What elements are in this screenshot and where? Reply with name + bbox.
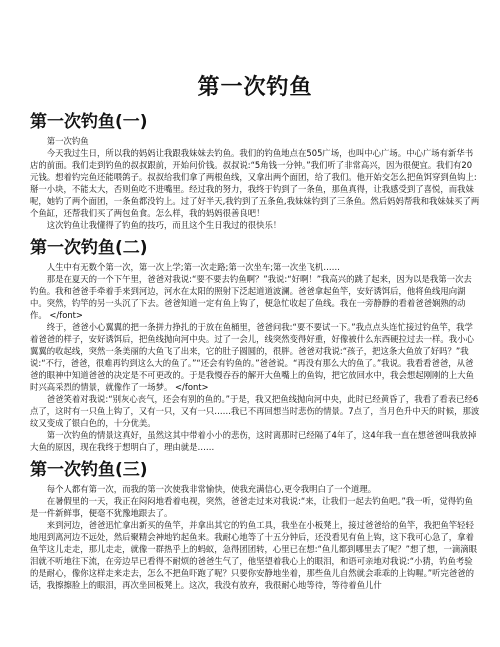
paragraph: 那是在夏天的一个下午里，爸爸对我说:“要不要去钓鱼啊？”我说:“好啊！”我高兴的跳了起来，因为以是我第一次去钓鱼。我和爸爸手牵着手来到河边，河水在太阳的照射下泛起道道波澜。爸爸拿起鱼竿，安好诱饵后，他将鱼线甩向湖中。突然，钓竿的另一头沉了下去。爸爸知道一定有鱼上钩了，便急忙收起了鱼线。我在一旁静静的看着爸爸娴熟的动作。 </font>	[30, 274, 472, 320]
section-heading: 第一次钓鱼(二)	[30, 238, 148, 258]
paragraph: 终于，爸爸小心翼翼的把一条拼力挣扎的于放在鱼桶里，爸爸问我:“要不要试一下。”我点点头连忙接过钓鱼竿，我学着爸爸的样子，安好诱饵后，把鱼线抛向河中央。过了一会儿，线突然变得好重，好像被什么东西硬拉过去一样。我小心翼翼的收起线，突然一条美丽的大鱼飞了出来，它的肚子圆圆的，很胖。爸爸对我说:“孩子，把这条大鱼放了好吗？”我说:“不行，爸爸，很难再钓到这么大的鱼了。”“还会有钓鱼的。”爸爸说。“再没有那么大的鱼了。”我说。我看看爸爸，从爸爸的眼神中知道爸爸的决定是不可更改的。于是我慢吞吞的解开大鱼嘴上的鱼钩，把它放回水中，我会想起刚刚的上大鱼时兴高采烈的情景，就像作了一场梦。 </font>	[30, 322, 474, 392]
section-2	[30, 233, 480, 453]
paragraph: 在暑假里的一天，我正在闷闷地看着电视，突然，爸爸走过来对我说:“来，让我们一起去钓鱼吧。”我一听，觉得钓鱼是一件新鲜事，便毫不犹豫地跟去了。	[30, 496, 473, 518]
section-3	[30, 455, 480, 591]
section-heading: 第一次钓鱼(一)	[30, 112, 148, 132]
page-title: 第一次钓鱼	[197, 75, 313, 100]
section-1	[30, 107, 480, 231]
paragraph: 今天我过生日，所以我的妈妈让我跟我妹妹去钓鱼。我们的钓鱼地点在505广场，也叫中心广场。中心广场有新华书店的前面。我们走到钓鱼的叔叔跟前，开始问价钱。叔叔说:“5角钱一分钟。”我们听了非常高兴，因为很便宜。我们有20元钱。想着钓完鱼还能喂鸽子。叔叔给我们拿了两根鱼线，又拿出两个面团，给了我们。他开始交怎么把鱼饵穿到鱼钩上:掰一小块，不能太大，否则鱼吃不进嘴里。经过我的努力，我终于钓到了一条鱼，那鱼真得，让我感受到了喜悦，而我妹呢，她钓了两个面团，一条鱼都没钓上。过了好半天,我钓到了五条鱼,我妹妹钓到了三条鱼。然后妈妈帮我和我妹妹买了两个鱼缸，还帮我们买了两包鱼食。怎么样，我的妈妈很善良吧！	[30, 148, 480, 218]
section-heading: 第一次钓鱼(三)	[30, 460, 148, 480]
paragraph: 第一次钓鱼	[46, 136, 89, 146]
paragraph: 每个人都有第一次，而我的第一次使我非常愉快，使我充满信心,更令我明白了一个道理。	[46, 484, 377, 494]
paragraph: 来到河边，爸爸迅忙拿出新买的鱼竿，并拿出其它的钓鱼工具，我坐在小板凳上，接过爸爸给的鱼竿，我把鱼竿轻轻地甩到离河边不远处，然后聚精会神地钓起鱼来。我耐心地等了十五分钟后，还没看见有鱼上钩，这下我可心急了，拿着鱼竿这儿走走，那儿走走，就像一群热乎上的蚂蚁，急得团团转，心里已在想:“鱼儿都到哪里去了呢？”想了想，一滴滴眼泪就不听地往下流，在旁边早已看得不耐烦的爸爸生气了，他坚望着我心上的眼泪，和语可亲地对我说:“小猜，钓鱼考验的是耐心，像你这样走来走去，怎么不把鱼吓跑了呢？只要你安静地坐着，那些鱼儿自然就会乖乖的上钩喔。”听完爸爸的话，我擦擦脸上的眼泪，再次坐回板凳上。这次，我没有放弃，我很耐心地等待，等待着鱼儿什	[30, 520, 477, 590]
paragraph: 爸爸笑着对我说:“别灰心丧气，还会有别的鱼的。”于是，我又把鱼线抛向河中央，此时已经黄昏了，我看了看表已经6点了，这时有一只鱼上钩了，又有一只，又有一只……我已不再回想当时悲伤的情景。7点了，当月色升中天的时候，那波纹又变成了银白色的，十分优美。	[30, 394, 480, 428]
paragraph: 第一次钓鱼的情景这真好，虽然这其中带着小小的悲伤，这时离那时已经隔了4年了，这4年我一直在想爸爸叫我放掉大鱼的原因，现在我终于想明白了，理由就是……	[30, 430, 477, 452]
paragraph: 人生中有无数个第一次，第一次上学;第一次走路;第一次坐车;第一次坐飞机……	[46, 262, 341, 272]
paragraph: 这次钓鱼让我懂得了钓鱼的技巧，而且这个生日我过的很快乐！	[46, 220, 282, 230]
